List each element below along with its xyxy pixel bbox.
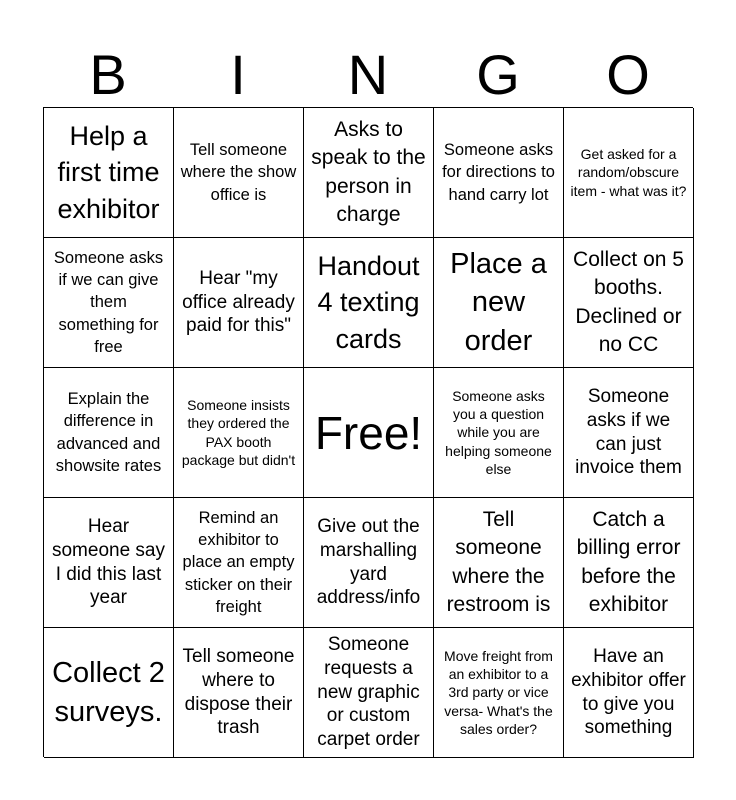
cell-text: Handout 4 texting cards [317, 250, 420, 354]
header-letter-b: B [89, 43, 127, 106]
cell-text: Tell someone where to dispose their trash [182, 646, 295, 739]
bingo-cell[interactable] [44, 238, 174, 368]
bingo-cell[interactable] [564, 368, 694, 498]
bingo-cell[interactable] [564, 238, 694, 368]
bingo-cell[interactable] [564, 108, 694, 238]
cell-text: Help a first time exhibitor [57, 120, 160, 224]
bingo-cell[interactable] [174, 628, 304, 758]
bingo-cell[interactable] [304, 628, 434, 758]
bingo-header [43, 44, 693, 106]
cell-text: Give out the marshalling yard address/info [316, 516, 421, 609]
cell-text: Get asked for a random/obscure item - what was it? [570, 146, 687, 199]
bingo-cell[interactable] [434, 368, 564, 498]
cell-text: Collect 2 surveys. [52, 657, 165, 728]
bingo-cell[interactable] [304, 238, 434, 368]
cell-text: Explain the difference in advanced and showsite rates [55, 389, 162, 475]
bingo-cell[interactable] [44, 498, 174, 628]
cell-text: Someone requests a new graphic or custom carpet order [317, 634, 420, 751]
bingo-board [43, 107, 693, 757]
bingo-cell[interactable] [44, 628, 174, 758]
bingo-cell[interactable] [304, 108, 434, 238]
cell-text: Someone insists they ordered the PAX booth package but didn't [181, 397, 296, 468]
bingo-cell[interactable] [434, 108, 564, 238]
bingo-cell[interactable] [564, 498, 694, 628]
header-letter-g: G [476, 43, 520, 106]
free-space-text: Free! [314, 406, 423, 459]
header-letter-n: N [347, 43, 389, 106]
cell-text: Someone asks if we can give them something for free [53, 248, 164, 356]
bingo-cell[interactable] [174, 108, 304, 238]
cell-text: Hear someone say I did this last year [51, 516, 165, 609]
cell-text: Tell someone where the show office is [180, 141, 297, 204]
bingo-cell[interactable] [434, 238, 564, 368]
cell-text: Someone asks for directions to hand carry lot [442, 141, 555, 204]
cell-text: Place a new order [450, 248, 547, 357]
cell-text: Move freight from an exhibitor to a 3rd party or vice versa- What's the sales order? [444, 648, 553, 737]
bingo-cell[interactable] [174, 238, 304, 368]
cell-text: Remind an exhibitor to place an empty sticker on their freight [182, 508, 295, 616]
cell-text: Someone asks if we can just invoice them [575, 386, 682, 479]
bingo-cell[interactable] [564, 628, 694, 758]
bingo-cell[interactable] [174, 368, 304, 498]
bingo-cell[interactable] [174, 498, 304, 628]
cell-text: Have an exhibitor offer to give you something [571, 646, 686, 739]
bingo-cell[interactable] [434, 628, 564, 758]
cell-text: Hear "my office already paid for this" [182, 267, 295, 337]
cell-text: Someone asks you a question while you are helping someone else [445, 388, 552, 477]
bingo-cell[interactable] [44, 368, 174, 498]
cell-text: Tell someone where the restroom is [446, 507, 551, 616]
bingo-cell[interactable] [434, 498, 564, 628]
bingo-cell[interactable] [44, 108, 174, 238]
cell-text: Asks to speak to the person in charge [311, 117, 426, 226]
bingo-cell[interactable] [304, 498, 434, 628]
cell-text: Collect on 5 booths. Declined or no CC [573, 247, 684, 356]
header-letter-o: O [606, 43, 650, 106]
cell-text: Catch a billing error before the exhibitor [576, 507, 681, 616]
bingo-cell-free[interactable] [304, 368, 434, 498]
header-letter-i: I [230, 43, 246, 106]
